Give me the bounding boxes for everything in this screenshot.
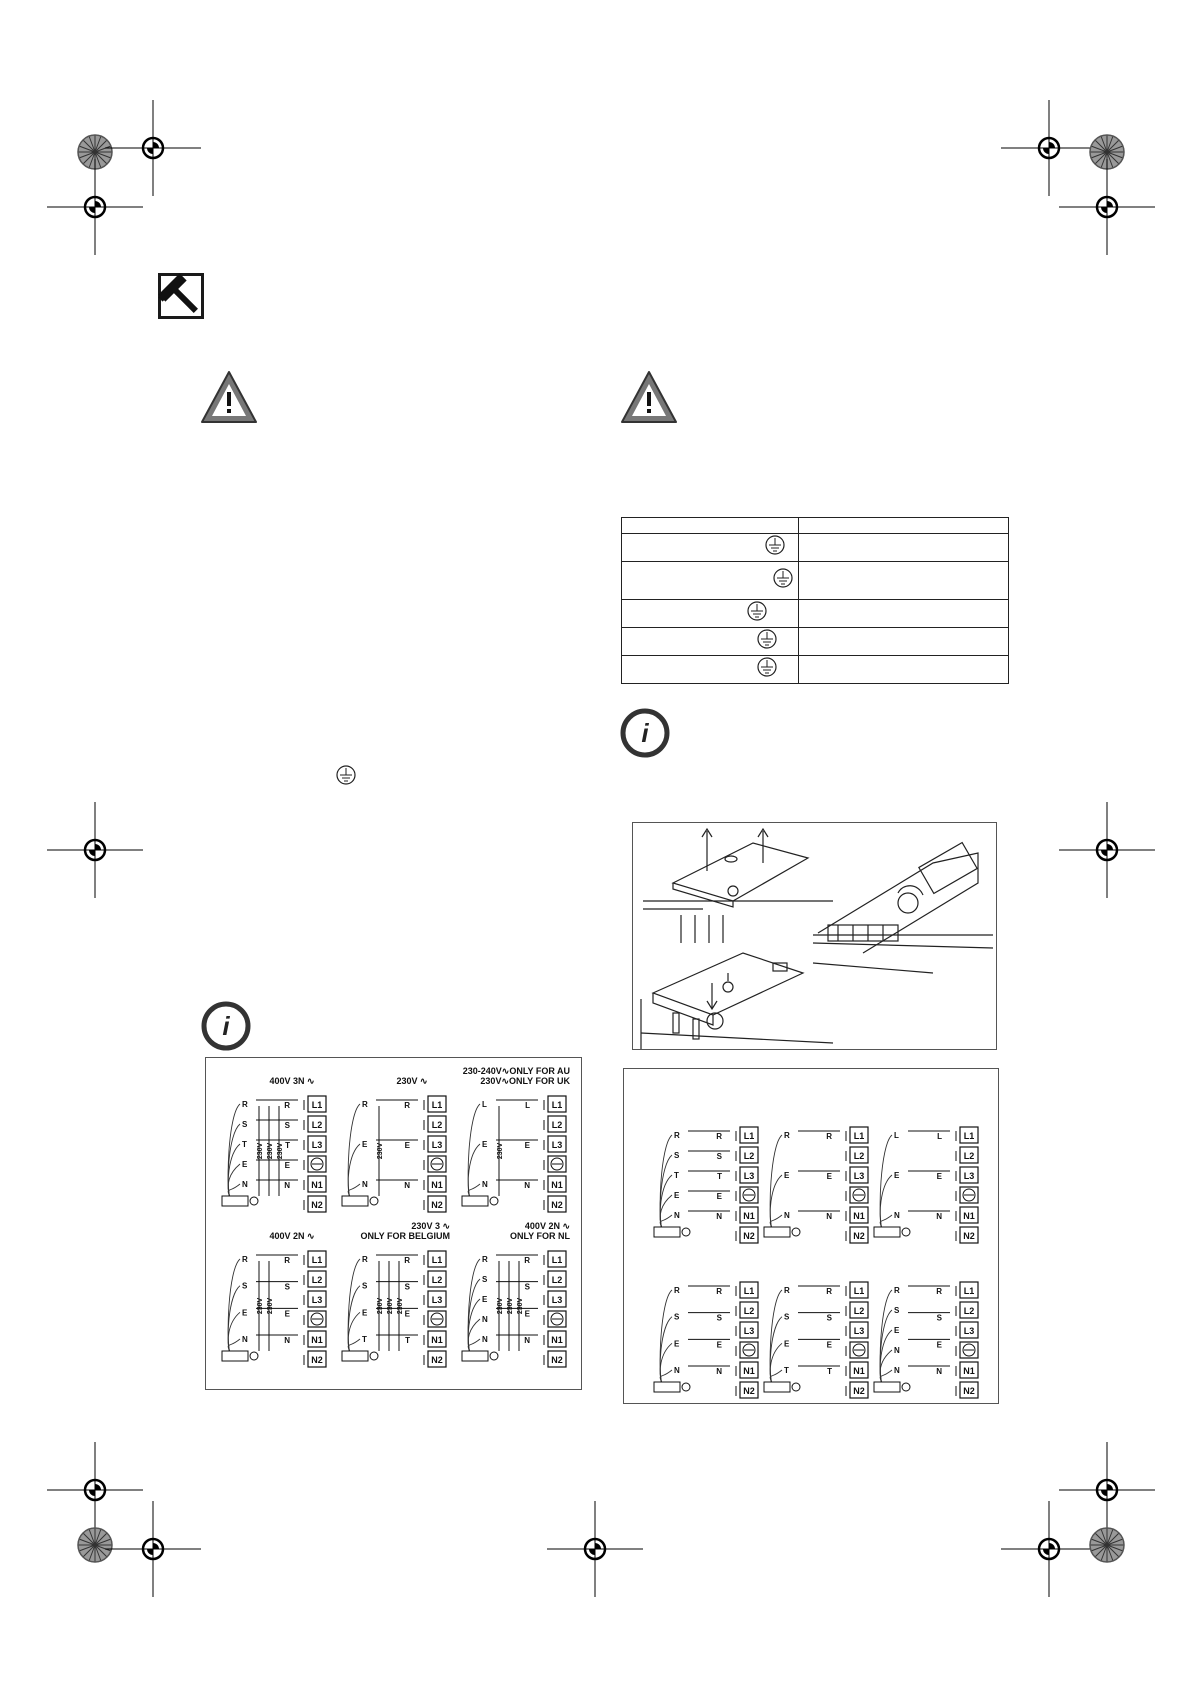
wiring-unit [342,1221,450,1367]
wiring-title: 230V ∿ [396,1076,428,1086]
terminal-label: N2 [963,1386,975,1396]
terminal-label: L2 [311,1120,323,1130]
terminal-label: N2 [743,1386,755,1396]
wire-letter: S [362,1281,368,1291]
table-row [622,534,1009,562]
screw-icon [370,1352,378,1360]
terminal-label: N1 [551,1180,563,1190]
terminal-label: L1 [311,1255,323,1265]
wire-letter: N [482,1315,488,1324]
bus-letter: S [716,1313,722,1323]
wire-letter: E [242,1160,248,1169]
voltage-label: 230V [397,1297,404,1315]
hammer-icon [158,273,204,319]
wiring-title: 400V 2N ∿ [524,1221,570,1231]
bus-letter: N [284,1336,290,1345]
screw-icon [490,1352,498,1360]
bus-letter: N [284,1181,290,1190]
terminal-label: L2 [431,1275,443,1285]
registration-mark-icon [1059,1442,1155,1538]
terminal-label: N1 [743,1366,755,1376]
bus-letter: N [936,1367,942,1376]
voltage-label: 230V [277,1142,284,1160]
wire-letter: N [242,1335,248,1344]
bus-letter: S [716,1152,722,1161]
wiring-unit [874,1282,978,1398]
wire-path [228,1312,240,1353]
bus-letter: E [524,1309,530,1319]
wiring-unit [654,1282,758,1398]
terminal-label: N2 [431,1355,443,1365]
terminal-label: L1 [311,1100,323,1110]
wiring-title: ONLY FOR NL [509,1231,570,1241]
wire-letter: T [362,1335,367,1344]
terminal-label: L3 [853,1171,865,1181]
terminal-box-illustration [632,822,997,1050]
cable-clamp [222,1351,248,1361]
wire-letter: R [362,1100,368,1109]
bus-letter: S [284,1282,290,1292]
wire-letter: E [784,1171,790,1180]
terminal-label: L1 [963,1131,975,1141]
bus-letter: E [524,1141,530,1150]
wire-letter: R [784,1286,790,1295]
cable-clamp [342,1351,368,1361]
registration-mark-icon [1059,159,1155,255]
bus-letter: E [284,1161,290,1170]
registration-mark-icon [1001,100,1097,196]
terminal-label: L2 [311,1275,323,1285]
table-row [622,600,1009,628]
wire-letter: T [784,1366,789,1375]
cable-clamp [874,1382,900,1392]
terminal-label: L3 [311,1140,323,1150]
screw-icon [250,1352,258,1360]
bus-letter: S [826,1313,832,1323]
cable-clamp [654,1382,680,1392]
terminal-label: N1 [551,1335,563,1345]
wiring-title: 230V∿ONLY FOR UK [480,1076,570,1086]
wire-letter: R [894,1286,900,1295]
bus-letter: R [826,1132,832,1141]
bus-letter: N [404,1181,410,1190]
bus-letter: T [827,1367,832,1376]
wire-letter: E [894,1326,900,1335]
wire-path [770,1343,782,1384]
terminal-label: N1 [853,1366,865,1376]
wire-letter: T [674,1171,679,1180]
wire-path [228,1164,240,1198]
bus-letter: N [936,1212,942,1221]
screw-icon [792,1228,800,1236]
screw-icon [902,1228,910,1236]
table-row [622,656,1009,684]
wire-letter: S [242,1120,248,1129]
wire-letter: S [242,1281,248,1291]
terminal-label: L2 [743,1151,755,1161]
bus-letter: N [716,1212,722,1221]
bus-letter: S [404,1282,410,1292]
terminal-label: L1 [431,1100,443,1110]
screw-icon [792,1383,800,1391]
wire-letter: R [674,1286,680,1295]
earth-connection-table [621,517,1009,684]
wire-path [880,1350,892,1384]
terminal-label: L2 [963,1306,975,1316]
wire-letter: S [674,1151,680,1160]
table-row [622,628,1009,656]
bus-letter: S [284,1121,290,1130]
svg-text:i: i [222,1011,230,1041]
terminal-label: L3 [551,1140,563,1150]
terminal-label: L1 [963,1286,975,1296]
terminal-label: N2 [963,1231,975,1241]
registration-mark-icon [105,1501,201,1597]
wire-letter: R [784,1131,790,1140]
earth-symbol-icon [756,656,778,678]
voltage-label: 230V [257,1142,264,1160]
wire-path [468,1319,480,1353]
earth-symbol-icon [756,628,778,650]
wire-letter: N [674,1211,680,1220]
registration-mark-icon [47,1442,143,1538]
wiring-unit [874,1127,978,1243]
wire-letter: R [362,1255,368,1264]
terminal-label: N2 [311,1355,323,1365]
print-color-wheel-icon [78,1528,112,1562]
terminal-label: N1 [853,1211,865,1221]
wire-letter: S [674,1312,680,1322]
terminal-label: N2 [853,1231,865,1241]
screw-icon [490,1197,498,1205]
cable-clamp [764,1382,790,1392]
terminal-label: L2 [551,1120,563,1130]
bus-letter: R [936,1287,942,1296]
wiring-title: 230-240V∿ONLY FOR AU [462,1066,570,1076]
bus-letter: S [524,1282,530,1292]
terminal-label: N1 [311,1180,323,1190]
terminal-label: L1 [853,1131,865,1141]
terminal-label: N2 [551,1355,563,1365]
voltage-label: 230V [377,1142,384,1160]
info-icon [201,1001,251,1056]
terminal-label: N1 [431,1335,443,1345]
voltage-label: 230V [507,1297,514,1315]
bus-letter: R [524,1256,530,1265]
bus-letter: N [716,1367,722,1376]
bus-letter: T [405,1336,410,1345]
voltage-label: 230V [497,1297,504,1315]
wiring-unit [222,1076,326,1212]
terminal-label: L1 [551,1100,563,1110]
registration-mark-icon [547,1501,643,1597]
print-color-wheel-icon [1090,1528,1124,1562]
wire-path [770,1290,782,1384]
voltage-label: 230V [267,1297,274,1315]
screw-icon [682,1228,690,1236]
wire-letter: N [894,1211,900,1220]
cable-clamp [462,1196,488,1206]
cable-clamp [654,1227,680,1237]
table-row [622,518,1009,534]
terminal-label: L2 [431,1120,443,1130]
bus-letter: R [826,1287,832,1296]
wiring-unit [462,1221,570,1367]
wiring-unit [764,1127,868,1243]
wire-letter: S [784,1312,790,1322]
wire-letter: S [894,1306,900,1315]
registration-mark-icon [105,100,201,196]
bus-letter: R [404,1256,410,1265]
wiring-unit [342,1076,446,1212]
cable-clamp [874,1227,900,1237]
wire-letter: R [242,1255,248,1264]
wire-letter: N [784,1211,790,1220]
terminal-label: N1 [963,1211,975,1221]
voltage-label: 230V [497,1142,504,1160]
terminal-label: L1 [551,1255,563,1265]
warning-triangle-icon [200,370,258,429]
wire-letter: E [362,1140,368,1149]
cable-clamp [462,1351,488,1361]
terminal-label: L2 [743,1306,755,1316]
terminal-label: N2 [311,1200,323,1210]
terminal-label: L1 [431,1255,443,1265]
wire-letter: N [894,1366,900,1375]
earth-symbol-icon [772,567,794,589]
wire-letter: R [482,1255,488,1264]
wiring-diagram-panel [205,1057,582,1390]
terminal-label: N1 [743,1211,755,1221]
wire-letter: L [482,1100,487,1109]
wire-letter: N [242,1180,248,1189]
svg-text:i: i [641,718,649,748]
bus-letter: R [716,1132,722,1141]
terminal-label: N2 [551,1200,563,1210]
bus-letter: E [404,1141,410,1150]
bus-letter: N [524,1181,530,1190]
info-icon [620,708,670,763]
wiring-title: 400V 3N ∿ [269,1076,315,1086]
terminal-label: N2 [853,1386,865,1396]
cable-clamp [222,1196,248,1206]
terminal-label: L2 [853,1151,865,1161]
earth-symbol-icon [764,534,786,556]
wire-letter: E [784,1339,790,1349]
wire-path [660,1195,672,1229]
terminal-label: L2 [853,1306,865,1316]
wire-letter: N [482,1180,488,1189]
bus-letter: E [936,1340,942,1350]
warning-triangle-icon [620,370,678,429]
screw-icon [902,1383,910,1391]
bus-letter: E [936,1172,942,1181]
wiring-title: 400V 2N ∿ [269,1231,315,1241]
wire-path [880,1310,892,1384]
bus-letter: S [936,1313,942,1323]
terminal-label: L2 [551,1275,563,1285]
table-row [622,562,1009,600]
wire-letter: R [242,1100,248,1109]
wire-letter: L [894,1131,899,1140]
bus-letter: E [716,1192,722,1201]
cable-clamp [764,1227,790,1237]
wire-path [468,1279,480,1353]
cable-clamp [342,1196,368,1206]
wire-letter: S [482,1275,488,1284]
wire-letter: E [242,1308,248,1318]
wire-letter: E [482,1140,488,1149]
bus-letter: E [284,1309,290,1319]
wire-letter: E [674,1339,680,1349]
wire-letter: N [482,1335,488,1344]
wire-letter: N [674,1366,680,1375]
earth-symbol-icon [746,600,768,622]
wire-path [660,1155,672,1229]
bus-letter: R [284,1256,290,1265]
screw-icon [682,1383,690,1391]
voltage-label: 230V [517,1297,524,1315]
wire-path [228,1124,240,1198]
terminal-label: L3 [963,1171,975,1181]
bus-letter: R [404,1101,410,1110]
wiring-title: ONLY FOR BELGIUM [360,1231,450,1241]
terminal-label: L1 [743,1286,755,1296]
wire-letter: N [894,1346,900,1355]
wire-letter: E [482,1295,488,1304]
voltage-label: 230V [257,1297,264,1315]
wiring-unit [222,1231,326,1367]
wire-path [228,1259,240,1353]
bus-letter: L [937,1132,942,1141]
wire-letter: E [674,1191,680,1200]
wiring-diagram-panel [623,1068,999,1404]
wire-path [660,1290,672,1384]
bus-letter: E [826,1172,832,1181]
wire-letter: E [894,1171,900,1180]
wire-letter: E [362,1308,368,1318]
terminal-label: L3 [431,1295,443,1305]
bus-letter: T [285,1141,290,1150]
terminal-label: N1 [963,1366,975,1376]
terminal-label: L1 [853,1286,865,1296]
terminal-label: L3 [743,1171,755,1181]
bus-letter: E [716,1340,722,1350]
registration-mark-icon [1001,1501,1097,1597]
wiring-unit [654,1127,758,1243]
terminal-label: L3 [853,1326,865,1336]
voltage-label: 230V [267,1142,274,1160]
terminal-label: L3 [551,1295,563,1305]
terminal-label: N1 [431,1180,443,1190]
bus-letter: E [404,1309,410,1319]
wiring-unit [462,1066,570,1212]
screw-icon [250,1197,258,1205]
terminal-label: L3 [431,1140,443,1150]
bus-letter: E [826,1340,832,1350]
screw-icon [370,1197,378,1205]
wire-path [348,1259,360,1353]
terminal-label: N2 [743,1231,755,1241]
terminal-label: L2 [963,1151,975,1161]
terminal-label: L3 [743,1326,755,1336]
wiring-title: 230V 3 ∿ [411,1221,450,1231]
registration-mark-icon [47,802,143,898]
terminal-label: L1 [743,1131,755,1141]
registration-mark-icon [1059,802,1155,898]
bus-letter: L [525,1101,530,1110]
wire-path [660,1343,672,1384]
bus-letter: N [826,1212,832,1221]
wire-path [348,1312,360,1353]
terminal-label: N1 [311,1335,323,1345]
wire-letter: N [362,1180,368,1189]
terminal-label: L3 [311,1295,323,1305]
bus-letter: R [716,1287,722,1296]
voltage-label: 230V [377,1297,384,1315]
voltage-label: 230V [387,1297,394,1315]
bus-letter: T [717,1172,722,1181]
wire-letter: T [242,1140,247,1149]
wiring-unit [764,1282,868,1398]
wire-letter: R [674,1131,680,1140]
terminal-label: L3 [963,1326,975,1336]
registration-mark-icon [47,159,143,255]
bus-letter: N [524,1336,530,1345]
terminal-label: N2 [431,1200,443,1210]
earth-symbol-icon [335,764,357,791]
bus-letter: R [284,1101,290,1110]
